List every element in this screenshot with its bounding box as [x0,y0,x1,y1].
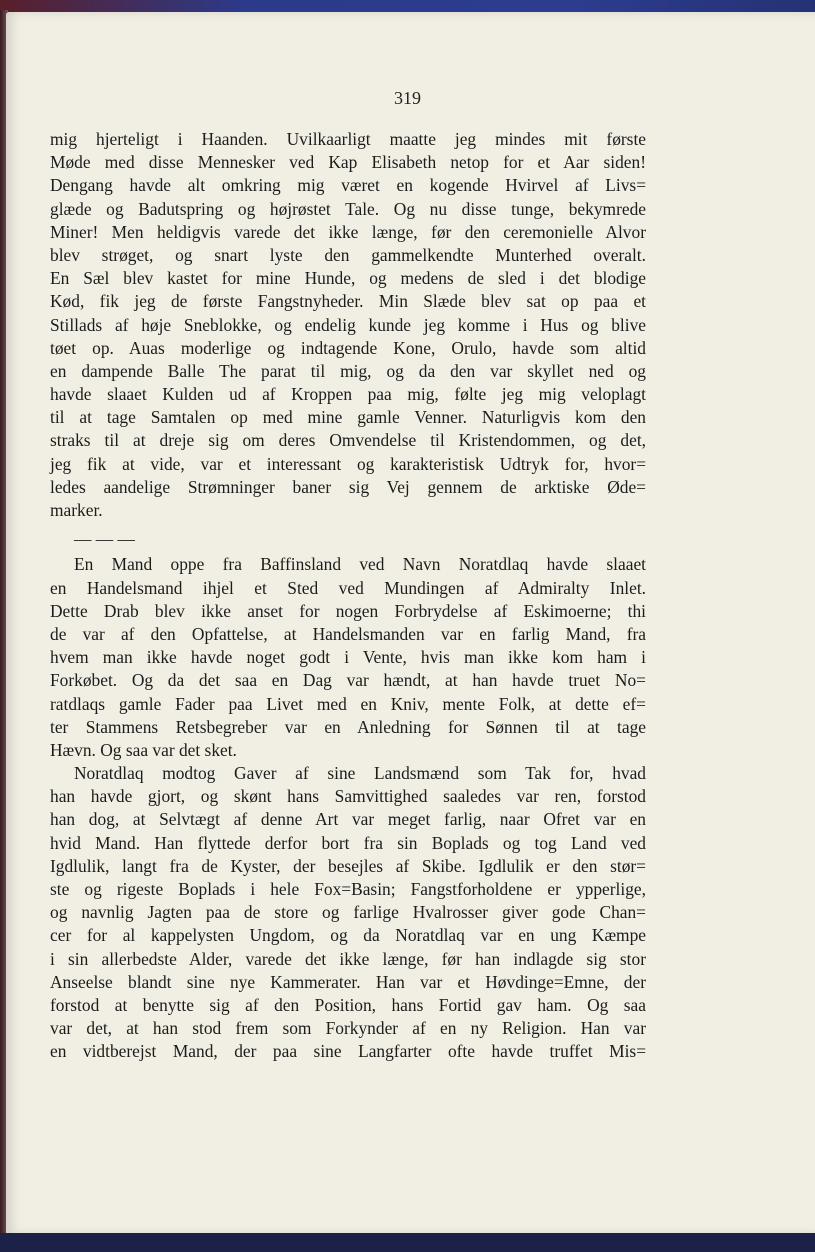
text-line: han havde gjort, og skønt hans Samvittighed saaledes var ren, forstod [50,786,646,807]
text-line: til at tage Samtalen op med mine gamle Venner. Naturligvis kom den [50,407,646,428]
text-line: var det, at han stod frem som Forkynder af en ny Religion. Han var [50,1018,646,1039]
text-line: Møde med disse Mennesker ved Kap Elisabeth netop for et Aar siden! [50,152,646,173]
text-line: Forkøbet. Og da det saa en Dag var hændt, at han havde truet No= [50,670,646,691]
text-line: Hævn. Og saa var det sket. [50,739,237,760]
text-line: ste og rigeste Boplads i hele Fox=Basin; Fangstforholdene er ypperlige, [50,879,646,899]
text-line: hvem man ikke havde noget godt i Vente, hvis man ikke kom ham i [50,647,646,668]
text-line: Kød, fik jeg de første Fangstnyheder. Min Slæde blev sat op paa et [50,291,646,312]
text-line: Dette Drab blev ikke anset for nogen Forbrydelse af Eskimoerne; thi [50,600,646,621]
text-line: En Mand oppe fra Baffinsland ved Navn Noratdlaq havde slaaet [74,554,646,575]
page-number: 319 [394,88,421,108]
text-line: og navnlig Jagten paa de store og farlige Hvalrosser giver gode Chan= [50,902,646,923]
text-line: tøet op. Auas moderlige og indtagende Kone, Orulo, havde som altid [50,337,646,358]
text-line: en Handelsmand ihjel et Sted ved Mundingen af Admiralty Inlet. [50,577,646,598]
text-line: i sin allerbedste Alder, varede det ikke længe, før han indlagde sig stor [50,948,646,969]
text-line: ter Stammens Retsbegreber var en Anledning for Sønnen til at tage [50,716,646,737]
text-line: han dog, at Selvtægt af denne Art var meget farlig, naar Ofret var en [50,809,646,830]
text-line: En Sæl blev kastet for mine Hunde, og medens de sled i det blodige [50,268,646,289]
text-line: havde slaaet Kulden ud af Kroppen paa mig, følte jeg mig veloplagt [50,384,646,405]
section-separator [50,528,646,551]
text-line: en dampende Balle The parat til mig, og da den var skyllet ned og [50,360,646,381]
text-line: Miner! Men heldigvis varede det ikke længe, før den ceremonielle Alvor [50,221,646,242]
text-line: jeg fik at vide, var et interessant og karakteristisk Udtryk for, hvor= [50,453,646,474]
text-line: en vidtberejst Mand, der paa sine Langfarter ofte havde truffet Mis= [50,1041,646,1062]
text-line: Stillads af høje Sneblokke, og endelig kunde jeg komme i Hus og blive [50,314,646,335]
text-line: ratdlaqs gamle Fader paa Livet med en Kniv, mente Folk, at dette ef= [50,693,646,714]
text-line: de var af den Opfattelse, at Handelsmanden var en farlig Mand, fra [50,623,646,644]
text-line: Igdlulik, langt fra de Kyster, der besejles af Skibe. Igdlulik er den stør= [50,855,646,876]
text-line: blev strøget, og snart lyste den gammelkendte Munterhed overalt. [50,244,646,265]
book-cover-edge-bottom [0,1233,815,1252]
text-line: marker. [50,500,103,520]
paragraph-3 [50,762,646,1063]
body-text [50,128,646,1064]
text-line: forstod at benytte sig af den Position, hans Fortid gav ham. Og saa [50,994,646,1015]
text-line: mig hjerteligt i Haanden. Uvilkaarligt maatte jeg mindes mit første [50,129,646,149]
text-line: hvid Mand. Han flyttede derfor bort fra sin Boplads og tog Land ved [50,832,646,853]
paragraph-1 [50,128,646,522]
text-line: cer for al kappelysten Ungdom, og da Noratdlaq var en ung Kæmpe [50,925,646,946]
paragraph-2 [50,553,646,762]
text-line: Noratdlaq modtog Gaver af sine Landsmænd som Tak for, hvad [74,763,646,784]
text-line: glæde og Badutspring og højrøstet Tale. Og nu disse tunge, bekymrede [50,198,646,219]
text-line: ledes aandelige Strømninger baner sig Vej gennem de arktiske Øde= [50,476,646,497]
dash-separator: — — — [74,529,135,550]
text-line: straks til at dreje sig om deres Omvendelse til Kristendommen, og det, [50,430,646,451]
text-line: Dengang havde alt omkring mig været en kogende Hvirvel af Livs= [50,175,646,196]
text-line: Anseelse blandt sine nye Kammerater. Han var et Høvdinge=Emne, der [50,971,646,992]
